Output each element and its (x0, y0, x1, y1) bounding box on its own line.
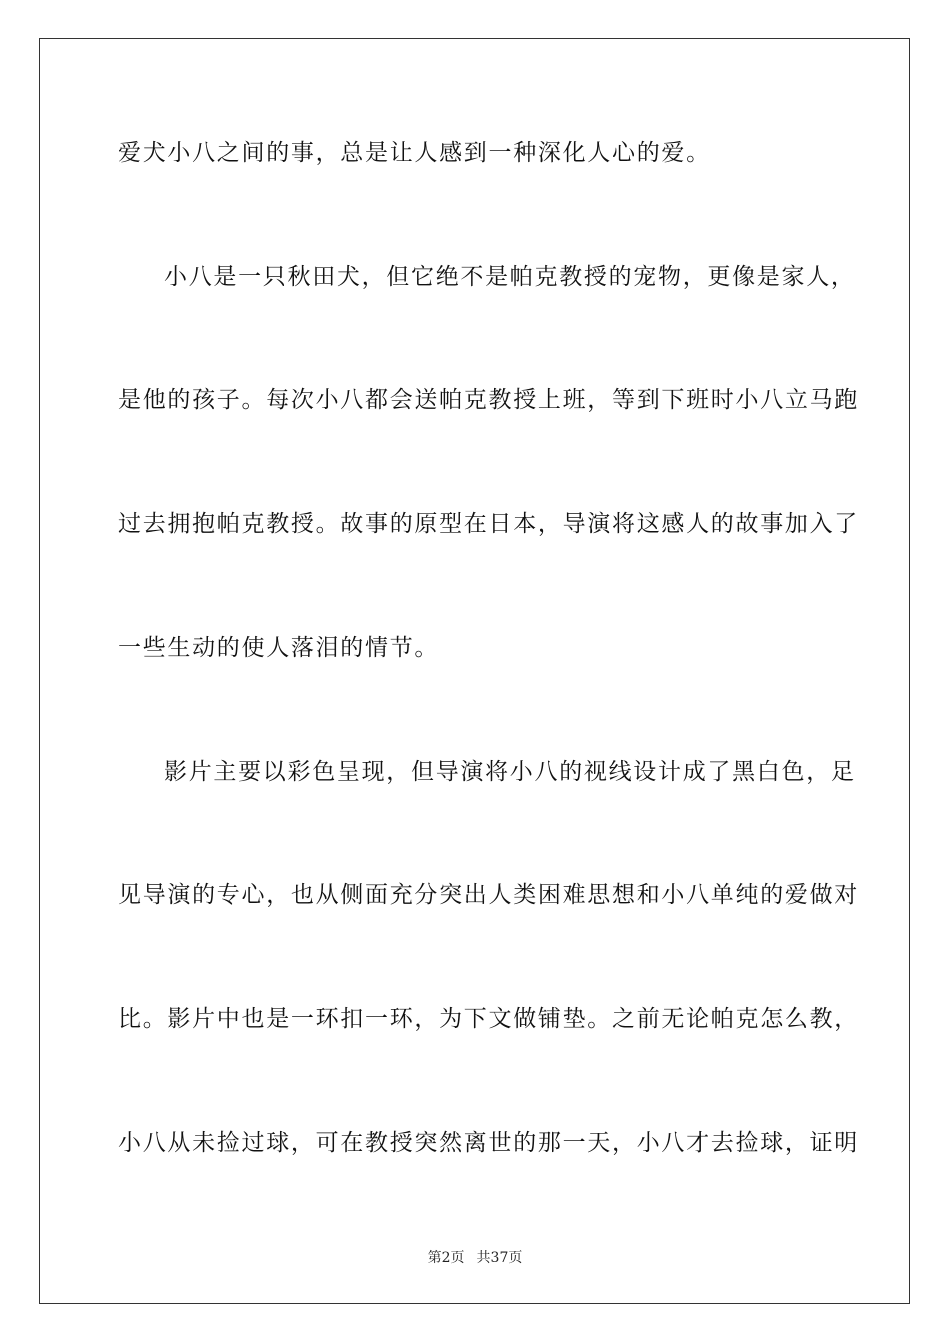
page-footer (0, 1247, 950, 1267)
text-line-indented: 影片主要以彩色呈现，但导演将小八的视线设计成了黑白色，足 (164, 759, 856, 785)
text-line: 一些生动的使人落泪的情节。 (118, 635, 440, 661)
text-line: 见导演的专心，也从侧面充分突出人类困难思想和小八单纯的爱做对 (118, 882, 859, 908)
text-line-indented: 小八是一只秋田犬，但它绝不是帕克教授的宠物，更像是家人， (164, 264, 856, 290)
text-line: 爱犬小八之间的事，总是让人感到一种深化人心的爱。 (118, 140, 711, 166)
text-line: 是他的孩子。每次小八都会送帕克教授上班，等到下班时小八立马跑 (118, 387, 859, 413)
page-border (39, 38, 910, 1304)
page-total: 共37页 (476, 1250, 523, 1266)
text-line: 过去拥抱帕克教授。故事的原型在日本，导演将这感人的故事加入了 (118, 511, 859, 537)
text-line: 比。影片中也是一环扣一环，为下文做铺垫。之前无论帕克怎么教， (118, 1006, 859, 1032)
text-line: 小八从未捡过球，可在教授突然离世的那一天，小八才去捡球，证明 (118, 1130, 859, 1156)
page-number: 第2页 (427, 1250, 465, 1266)
